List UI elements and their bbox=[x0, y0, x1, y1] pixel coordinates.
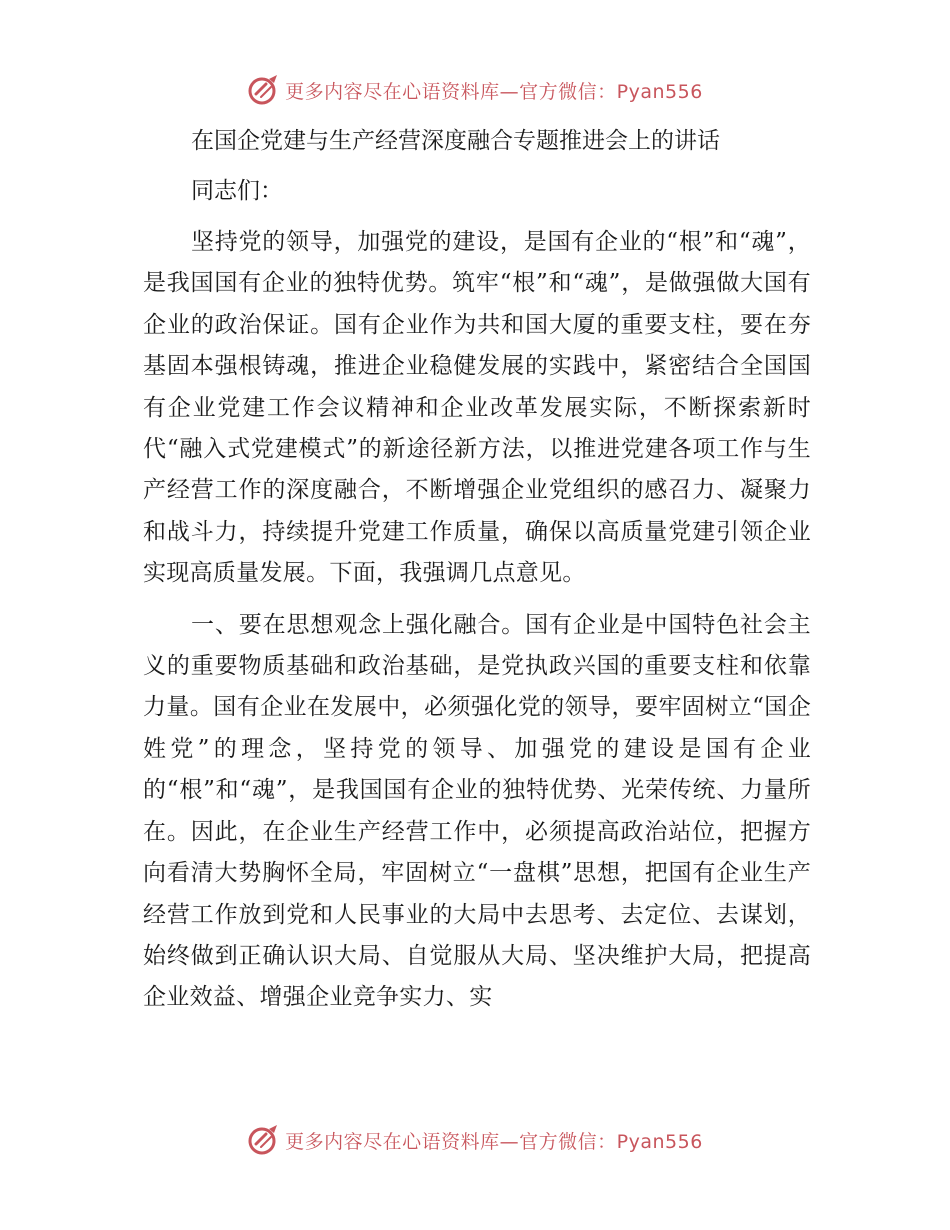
footer-banner-text: 更多内容尽在心语资料库—官方微信：Pyan556 bbox=[285, 1130, 703, 1153]
salutation: 同志们： bbox=[191, 178, 283, 204]
header-watermark-banner bbox=[0, 68, 950, 112]
document-title: 在国企党建与生产经营深度融合专题推进会上的讲话 bbox=[191, 128, 720, 154]
paragraph-intro: 坚持党的领导，加强党的建设，是国有企业的“根”和“魂”，是我国国有企业的独特优势。筑牢“根”和“魂”，是做强做大国有企业的政治保证。国有企业作为共和国大厦的重要支柱，要在夯基固本强根铸魂，推进企业稳健发展的实践中，紧密结合全国国有企业党建工作会议精神和企业改革发展实际，不断探索新时代“融入式党建模式”的新途径新方法，以推进党建各项工作与生产经营工作的深度融合，不断增强企业党组织的感召力、凝聚力和战斗力，持续提升党建工作质量，确保以高质量党建引领企业实现高质量发展。下面，我强调几点意见。 bbox=[143, 229, 811, 587]
footer-watermark-banner bbox=[0, 1118, 950, 1162]
paragraph-section-one: 一、要在思想观念上强化融合。国有企业是中国特色社会主义的重要物质基础和政治基础，是党执政兴国的重要支柱和依靠力量。国有企业在发展中，必须强化党的领导，要牢固树立“国企姓党”的理念，坚持党的领导、加强党的建设是国有企业的“根”和“魂”，是我国国有企业的独特优势、光荣传统、力量所在。因此，在企业生产经营工作中，必须提高政治站位，把握方向看清大势胸怀全局，牢固树立“一盘棋”思想，把国有企业生产经营工作放到党和人民事业的大局中去思考、去定位、去谋划，始终做到正确认识大局、自觉服从大局、坚决维护大局，把提高企业效益、增强企业竞争实力、实 bbox=[143, 611, 811, 1011]
pen-logo-icon bbox=[247, 73, 281, 107]
pen-logo-icon bbox=[247, 1123, 281, 1157]
header-banner-text: 更多内容尽在心语资料库—官方微信：Pyan556 bbox=[285, 80, 703, 103]
document-body bbox=[143, 118, 811, 1019]
